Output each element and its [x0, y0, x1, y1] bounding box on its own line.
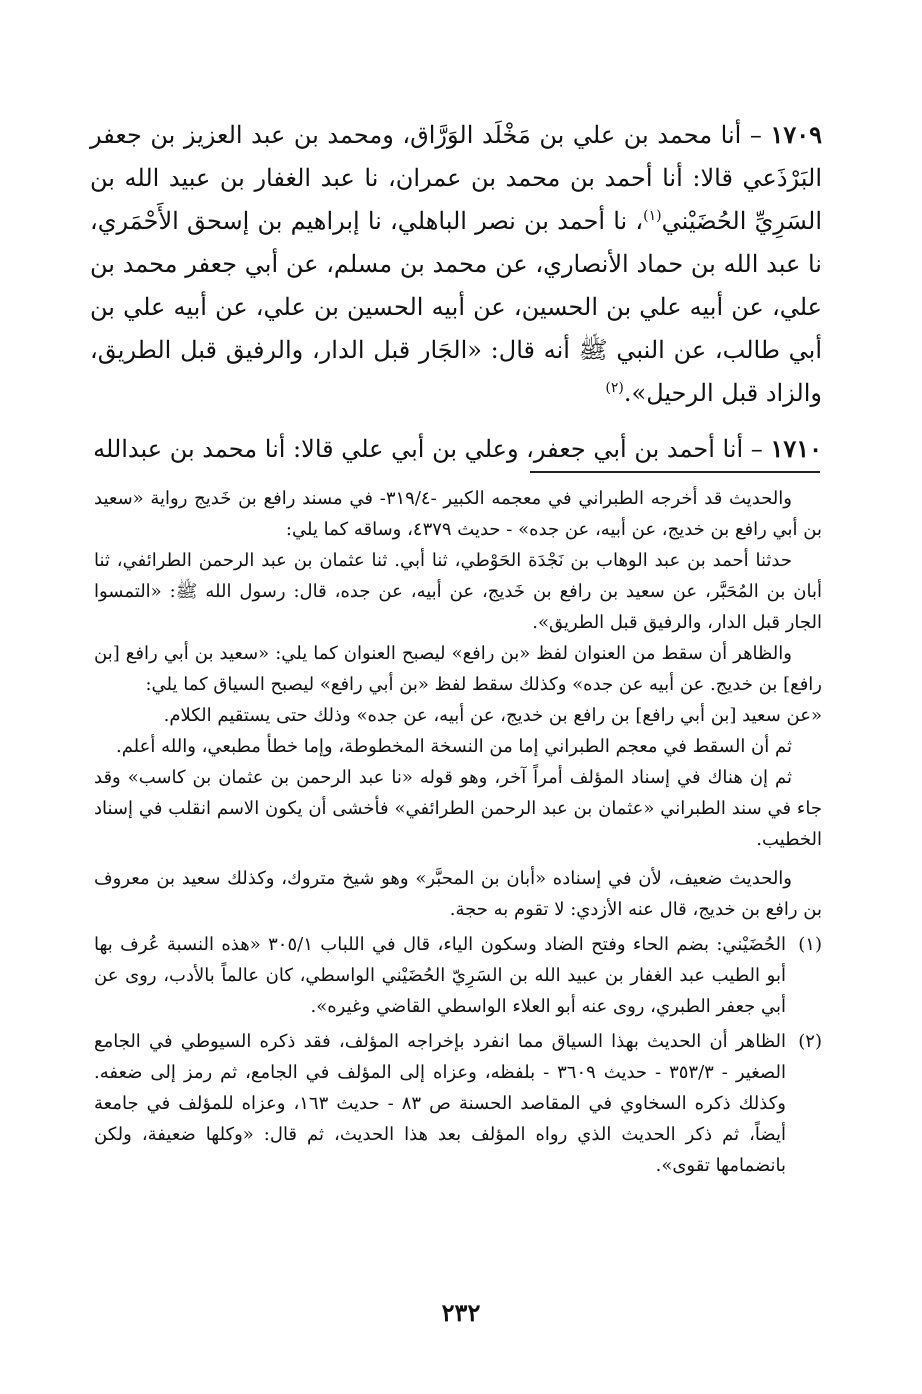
footnote-number: (١)	[798, 934, 822, 955]
hadith-1710	[90, 427, 822, 471]
footnote-separator	[530, 471, 820, 473]
footnotes-section	[94, 483, 822, 1181]
note-paragraph: والحديث قد أخرجه الطبراني في معجمه الكبير -٣١٩/٤- في مسند رافع بن خَديج رواية «سعيد بن أبي رافع بن خديج، عن أبيه، عن جده» - حديث ٤٣٧٩، وساقه كما يلي:	[94, 488, 822, 540]
hadith-text: – أنا محمد بن علي بن مَخْلَد الوَرَّاق، ومحمد بن عبد العزيز بن جعفر البَرْذَعي قالا: أنا أحمد بن محمد بن عمران، نا عبد الغفار بن عبيد الله بن السَرِيِّ الحُضَيْني	[90, 121, 822, 235]
note-paragraph: ثم أن السقط في معجم الطبراني إما من النسخة المخطوطة، وإما خطأ مطبعي، والله أعلم.	[115, 736, 792, 757]
hadith-text-continued: ، نا أحمد بن نصر الباهلي، نا إبراهيم بن إسحق الأَحْمَري، نا عبد الله بن حماد الأنصاري، عن محمد بن مسلم، عن أبي جعفر محمد بن علي، عن أبيه علي بن الحسين، عن أبيه الحسين بن علي، عن أبيه علي بن أبي طالب، عن النبي ﷺ أنه قال: «الجَار قبل الدار، والرفيق قبل الطريق، والزاد قبل الرحيل».	[90, 207, 822, 407]
footnote-2	[94, 1026, 822, 1181]
note-paragraph: والظاهر أن سقط من العنوان لفظ «بن رافع» ليصبح العنوان كما يلي: «سعيد بن أبي رافع [بن رافع] بن خديج. عن أبيه عن جده» وكذلك سقط لفظ «بن أبي رافع» ليصبح السياق كما يلي:	[94, 643, 822, 695]
hadith-text: – أنا أحمد بن أبي جعفر، وعلي بن أبي علي قالا: أنا محمد بن عبدالله	[93, 435, 771, 463]
footnote-text: الحُضَيْني: بضم الحاء وفتح الضاد وسكون الياء، قال في اللباب ٣٠٥/١ «هذه النسبة عُرف بها أبو الطيب عبد الغفار بن عبيد الله بن السَرِيّ الحُضَيْني الواسطي، كان عالماً بالأدب، روى عن أبي جعفر الطبري، روى عنه أبو العلاء الواسطي القاضي وغيره».	[94, 934, 786, 1017]
footnote-reference: (٢)	[605, 380, 624, 396]
hadith-1709	[90, 113, 822, 415]
hadith-number: ١٧٠٩	[770, 120, 822, 149]
main-text	[90, 113, 822, 471]
note-paragraph: «عن سعيد [بن أبي رافع] بن رافع بن خديج، عن أبيه، عن جده» وذلك حتى يستقيم الكلام.	[163, 705, 822, 726]
note-paragraph: والحديث ضعيف، لأن في إسناده «أبان بن المحبَّر» وهو شيخ متروك، وكذلك سعيد بن معروف بن رافع بن خديج، قال عنه الأزدي: لا تقوم به حجة.	[94, 868, 822, 920]
footnote-reference: (١)	[643, 208, 662, 224]
hadith-number: ١٧١٠	[770, 434, 822, 463]
note-paragraph: ثم إن هناك في إسناد المؤلف أمراً آخر، وهو قوله «نا عبد الرحمن بن عثمان بن كاسب» وقد جاء في سند الطبراني «عثمان بن عبد الرحمن الطرائفي» فأخشى أن يكون الاسم انقلب في إسناد الخطيب.	[94, 767, 822, 850]
footnote-text: الظاهر أن الحديث بهذا السياق مما انفرد بإخراجه المؤلف، فقد ذكره السيوطي في الجامع الصغير - ٣٥٣/٣ - حديث ٣٦٠٩ - بلفظه، وعزاه إلى المؤلف في الجامع، ثم رمز إلى ضعفه. وكذلك ذكره السخاوي في المقاصد الحسنة ص ٨٣ - حديث ١٦٣، وعزاه للمؤلف في جامعة أيضاً، ثم ذكر الحديث الذي رواه المؤلف بعد هذا الحديث، ثم قال: «وكلها ضعيفة، ولكن بانضمامها تقوى».	[94, 1031, 787, 1176]
footnote-number: (٢)	[798, 1031, 822, 1052]
footnote-1	[94, 929, 822, 1022]
page-number: ٢٣٢	[441, 1298, 481, 1327]
note-paragraph: حدثنا أحمد بن عبد الوهاب بن نَجْدَة الحَوْطي، ثنا أبي. ثنا عثمان بن عبد الرحمن الطرائفي، ثنا أبان بن المُحَبَّر، عن سعيد بن رافع بن خَديج، عن أبيه، عن جده، قال: رسول الله ﷺ: «التمسوا الجار قبل الدار، والرفيق قبل الطريق».	[94, 550, 822, 633]
